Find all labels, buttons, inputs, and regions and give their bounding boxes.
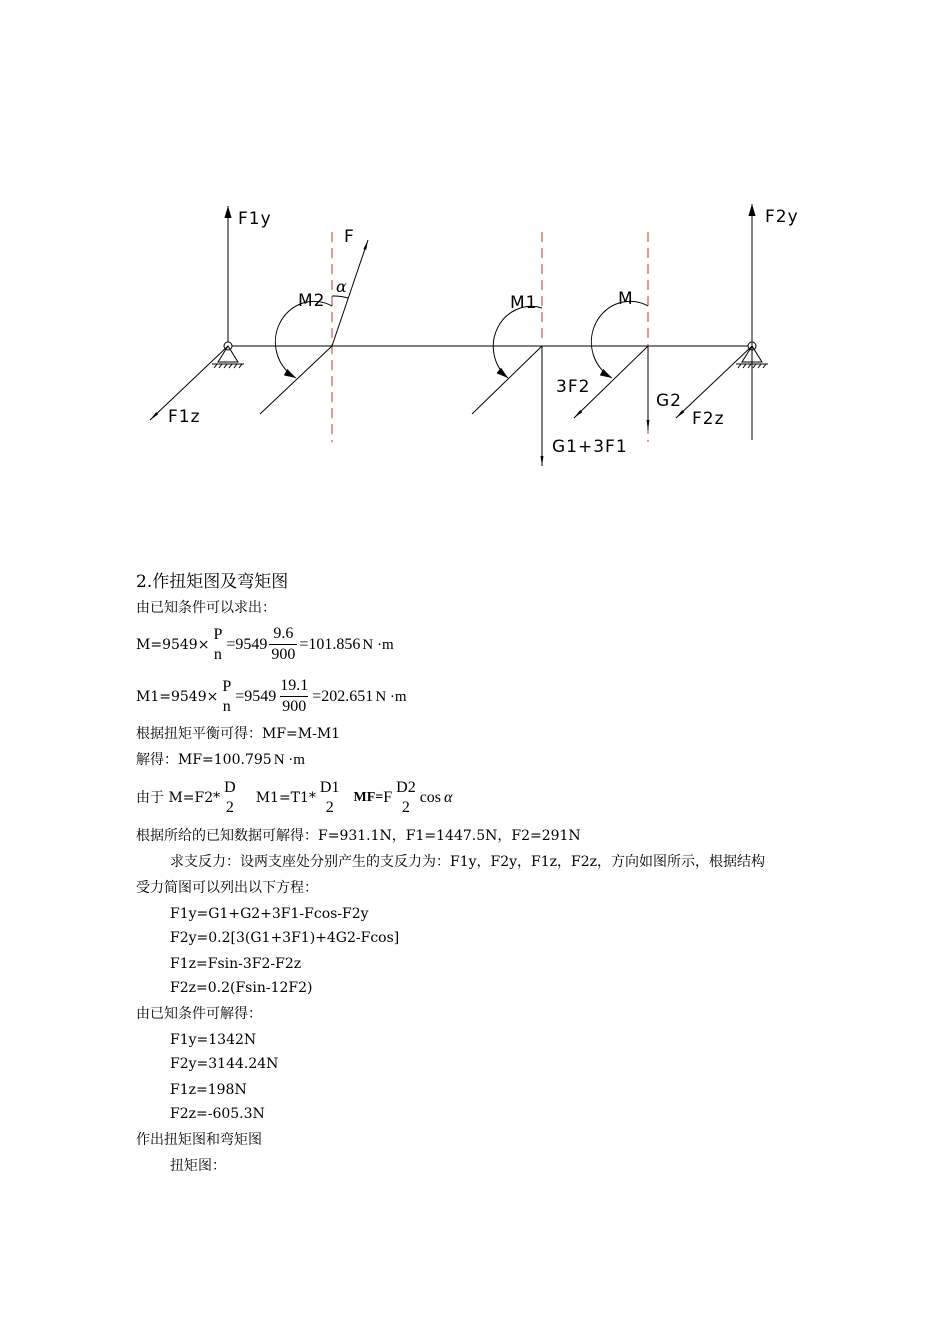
since-d1-den: 2 [325,799,334,816]
m1-frac1-den: n [222,697,231,715]
equation-2: F2y=0.2[3(G1+3F1)+4G2-Fcos] [170,930,400,946]
since-d-den: 2 [225,799,234,816]
m1-fraction-p-n [220,677,233,717]
since-frac-d1 [318,778,342,818]
force-diagram [0,0,950,560]
alpha-arc [332,296,348,298]
result-f2y: F2y=3144.24N [170,1056,279,1072]
since-d2-num: D2 [396,779,416,796]
f2z-label: F2z [692,409,725,429]
m1-moment-arc [493,306,542,378]
3f2-label: 3F2 [556,377,591,397]
m1-formula-prefix: M1=9549× [136,688,219,705]
m-fraction-p-n [211,625,224,665]
result-f1z: F1z=198N [170,1082,247,1098]
m1-formula-mid: =9549 [235,687,277,705]
since-cos: cos [419,789,442,806]
since-f-part: F [383,789,393,806]
m1-formula-result: =202.651 [312,687,374,705]
f1z-label: F1z [168,407,201,427]
f1y-label: F1y [238,209,272,229]
since-d1-num: D1 [319,779,340,796]
torque-diagram-label: 扭矩图： [170,1158,226,1174]
solved-intro-text: 由已知条件可解得： [136,1006,262,1022]
support-text-1: 求支反力：设两支座处分别产生的支反力为：F1y，F2y，F1z，F2z，方向如图所示，根据结构 [170,854,766,870]
m2-moment-arc [275,301,332,378]
solve-mf-text: 解得：MF=100.795 [136,752,272,768]
m1-formula-unit: N ·m [375,688,407,705]
f-label: F [344,227,355,247]
m-formula-unit: N ·m [362,636,394,653]
intro-text: 由已知条件可以求出： [136,600,276,616]
m1-label: M1 [510,293,538,313]
m2-label: M2 [298,291,326,311]
since-formula [136,778,452,818]
g2-label: G2 [656,391,682,411]
equation-3: F1z=Fsin-3F2-F2z [170,956,302,972]
alpha-label: α [336,277,347,296]
m1-frac2-den: 900 [282,698,307,715]
equation-4: F2z=0.2(Fsin-12F2) [170,980,313,996]
m-label: M [618,289,634,309]
m1-formula [136,676,407,717]
m1-fraction-value [278,676,310,717]
m-frac2-num: 9.6 [273,625,294,642]
since-prefix: 由于 M=F2* [136,790,221,806]
m-formula-result: =101.856 [299,635,361,653]
balance-text: 根据扭矩平衡可得：MF=M-M1 [136,726,341,742]
m1-frac2-num: 19.1 [280,677,309,694]
since-m1-part: M1=T1* [255,790,316,806]
since-frac-d2 [394,778,418,818]
given-data-text: 根据所给的已知数据可解得：F=931.1N，F1=1447.5N，F2=291N [136,828,581,844]
f2z-arrow [676,346,752,418]
solve-mf-unit: N ·m [273,752,305,768]
gear2-diagonal [472,346,542,414]
since-d-num: D [224,779,236,796]
m-formula-prefix: M=9549× [136,636,210,653]
m-moment-arc [591,301,648,378]
result-f2z: F2z=-605.3N [170,1106,265,1122]
m-frac1-num: P [213,625,223,643]
gear1-diagonal [260,346,332,414]
make-diagrams-text: 作出扭矩图和弯矩图 [136,1132,262,1148]
f2y-label: F2y [765,207,799,227]
m-formula-mid: =9549 [226,635,268,653]
equation-1: F1y=G1+G2+3F1-Fcos-F2y [170,906,369,922]
since-mf-part: MF= [353,790,384,805]
since-alpha: α [444,789,453,806]
support-text-2: 受力简图可以列出以下方程： [136,880,318,896]
m-frac1-den: n [213,645,222,663]
result-f1y: F1y=1342N [170,1032,257,1048]
m-fraction-value [269,624,297,665]
g1-3f1-label: G1+3F1 [552,437,628,457]
since-d2-den: 2 [401,799,410,816]
section-heading: 2.作扭矩图及弯矩图 [136,572,289,592]
m1-frac1-num: P [222,677,232,695]
since-frac-d [222,778,238,818]
m-formula [136,624,394,665]
m-frac2-den: 900 [271,646,296,663]
solve-mf-line [136,750,305,770]
